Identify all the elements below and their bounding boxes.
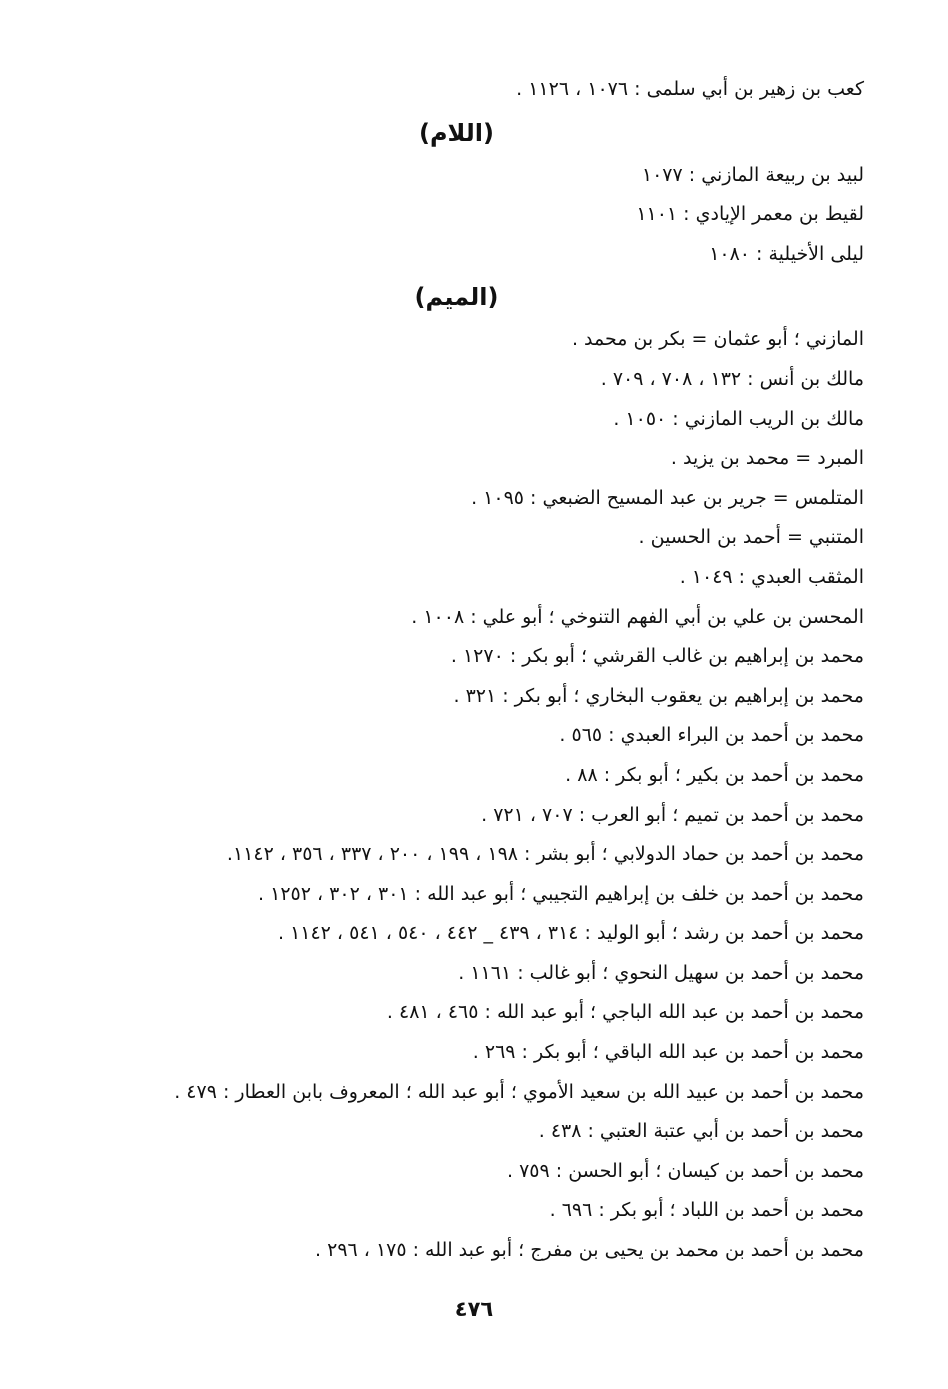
section-heading-lam: (اللام) — [419, 118, 494, 147]
index-entry: المتلمس = جرير بن عبد المسيح الضبعي : ١٠٩٥ . — [471, 486, 864, 509]
index-entry: محمد بن أحمد بن محمد بن يحيى بن مفرج ؛ أبو عبد الله : ١٧٥ ، ٢٩٦ . — [315, 1239, 864, 1262]
index-entry: محمد بن أحمد بن خلف بن إبراهيم التجيبي ؛ أبو عبد الله : ٣٠١ ، ٣٠٢ ، ١٢٥٢ . — [258, 882, 864, 905]
index-entry: محمد بن أحمد بن عبد الله الباجي ؛ أبو عبد الله : ٤٦٥ ، ٤٨١ . — [386, 1001, 864, 1024]
index-entry: مالك بن الريب المازني : ١٠٥٠ . — [613, 407, 864, 430]
index-entry: كعب بن زهير بن أبي سلمى : ١٠٧٦ ، ١١٢٦ . — [516, 78, 864, 100]
index-entry: المازني ؛ أبو عثمان = بكر بن محمد . — [571, 328, 864, 351]
index-entry: محمد بن أحمد بن حماد الدولابي ؛ أبو بشر : ١٩٨ ، ١٩٩ ، ٢٠٠ ، ٣٣٧ ، ٣٥٦ ، ١١٤٢. — [226, 843, 864, 866]
index-entry: ليلى الأخيلية : ١٠٨٠ — [709, 242, 864, 265]
index-entry: محمد بن أحمد بن رشد ؛ أبو الوليد : ٣١٤ ، ٤٣٩ _ ٤٤٢ ، ٥٤٠ ، ٥٤١ ، ١١٤٢ . — [277, 922, 864, 945]
index-entry: محمد بن أحمد بن عبيد الله بن سعيد الأموي ؛ أبو عبد الله ؛ المعروف بابن العطار : ٤٧٩ . — [174, 1080, 864, 1103]
index-entry: لقيط بن معمر الإيادي : ١١٠١ — [636, 203, 864, 226]
index-entry: محمد بن أحمد بن بكير ؛ أبو بكر : ٨٨ . — [565, 763, 864, 786]
index-content — [84, 70, 864, 1271]
index-entry: محمد بن أحمد بن البراء العبدي : ٥٦٥ . — [559, 724, 864, 747]
index-entry: محمد بن أحمد بن اللباد ؛ أبو بكر : ٦٩٦ . — [549, 1199, 864, 1222]
index-entry: محمد بن أحمد بن تميم ؛ أبو العرب : ٧٠٧ ، ٧٢١ . — [481, 803, 864, 826]
index-entry: المتنبي = أحمد بن الحسين . — [638, 526, 864, 549]
index-entry: المحسن بن علي بن أبي الفهم التنوخي ؛ أبو علي : ١٠٠٨ . — [411, 605, 864, 628]
page-number: ٤٧٦ — [454, 1297, 494, 1321]
index-entry: مالك بن أنس : ١٣٢ ، ٧٠٨ ، ٧٠٩ . — [600, 367, 864, 390]
index-entry: محمد بن أحمد بن عبد الله الباقي ؛ أبو بكر : ٢٦٩ . — [472, 1041, 864, 1064]
section-heading-mim: (الميم) — [414, 283, 499, 312]
index-entry: المثقب العبدي : ١٠٤٩ . — [679, 565, 864, 588]
index-entry: لبيد بن ربيعة المازني : ١٠٧٧ — [641, 163, 864, 186]
index-entry: محمد بن أحمد بن كيسان ؛ أبو الحسن : ٧٥٩ . — [507, 1159, 864, 1182]
index-entry: المبرد = محمد بن يزيد . — [670, 447, 864, 470]
index-entry: محمد بن إبراهيم بن يعقوب البخاري ؛ أبو بكر : ٣٢١ . — [453, 684, 864, 707]
index-entry: محمد بن إبراهيم بن غالب القرشي ؛ أبو بكر : ١٢٧٠ . — [450, 645, 864, 668]
index-entry: محمد بن أحمد بن سهيل النحوي ؛ أبو غالب : ١١٦١ . — [458, 961, 864, 984]
index-entry: محمد بن أحمد بن أبي عتبة العتبي : ٤٣٨ . — [538, 1120, 864, 1143]
